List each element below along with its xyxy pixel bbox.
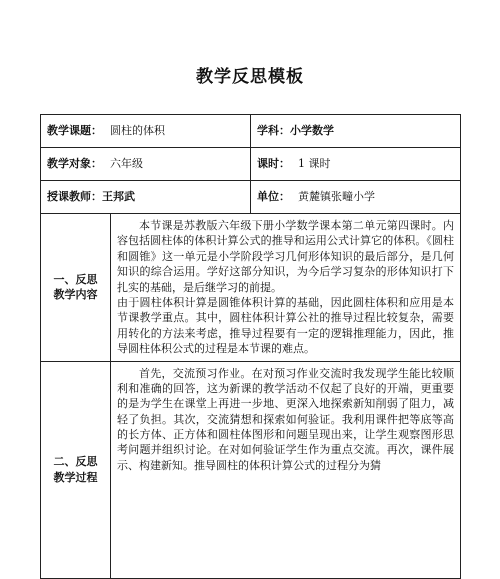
teacher-label: 授课教师： xyxy=(47,190,102,204)
topic-cell xyxy=(41,115,251,148)
content-paragraph: 本节课是苏教版六年级下册小学数学课本第二单元第四课时。内容包括圆柱体的体积计算公式的推导和运用公式计算它的体积。《圆柱和圆锥》这一单元是小学阶段学习几何形体知识的最后部分，是几何知识的综合运用。学好这部分知识，为今后学习复杂的形体知识打下扎实的基础，是后继学习的前提。 xyxy=(117,219,454,294)
hours-value: 1 课时 xyxy=(298,157,331,171)
unit-value: 黄麓镇张疃小学 xyxy=(298,190,375,204)
section-text-content xyxy=(111,214,461,362)
section-row-process xyxy=(41,361,461,578)
section-row-content xyxy=(41,214,461,362)
form-row-teacher xyxy=(41,181,461,214)
reflection-form xyxy=(40,114,461,579)
subject-cell xyxy=(251,115,461,148)
content-paragraph: 由于圆柱体积计算是圆锥体积计算的基础，因此圆柱体积和应用是本节课教学重点。其中，圆柱体积计算公社的推导过程比较复杂，需要用转化的方法来考虑，推导过程要有一定的逻辑推理能力，因此，推导圆柱体积公式的过程是本节课的难点。 xyxy=(117,295,454,356)
grade-cell xyxy=(41,148,251,181)
hours-label: 课时： xyxy=(257,157,290,171)
topic-value: 圆柱的体积 xyxy=(110,124,165,138)
form-row-topic xyxy=(41,115,461,148)
section-text-process xyxy=(111,361,461,578)
page-title: 教学反思模板 xyxy=(196,67,304,87)
unit-label: 单位： xyxy=(257,190,290,204)
subject-label: 学科： xyxy=(257,124,290,138)
teacher-value: 王邦武 xyxy=(102,190,135,204)
hours-cell xyxy=(251,148,461,181)
form-row-grade xyxy=(41,148,461,181)
teacher-cell xyxy=(41,181,251,214)
process-paragraph: 首先，交流预习作业。在对预习作业交流时我发现学生能比较顺利和准确的回答，这为新课的教学活动不仅起了良好的开端，更重要的是为学生在课堂上再进一步地、更深入地探索新知削弱了阻力，减轻了负担。其次，交流猜想和探索如何验证。我利用课件把等底等高的长方体、正方体和圆柱体图形和问题呈现出来，让学生观察图形思考问题并组织讨论。在对如何验证学生作为重点交流。再次，课件展示、构建新知。推导圆柱的体积计算公式的过程分为猜 xyxy=(117,366,454,472)
topic-label: 教学课题： xyxy=(47,124,102,138)
section-label-line1: 一、反思 xyxy=(53,272,98,286)
subject-value: 小学数学 xyxy=(290,124,334,138)
section-label-content xyxy=(41,214,111,362)
section-label-line2: 教学内容 xyxy=(53,288,98,302)
section-label-line2: 教学过程 xyxy=(53,470,98,484)
section-label-process xyxy=(41,361,111,578)
section-label-line1: 二、反思 xyxy=(53,455,98,469)
grade-value: 六年级 xyxy=(110,157,143,171)
unit-cell xyxy=(251,181,461,214)
grade-label: 教学对象： xyxy=(47,157,102,171)
